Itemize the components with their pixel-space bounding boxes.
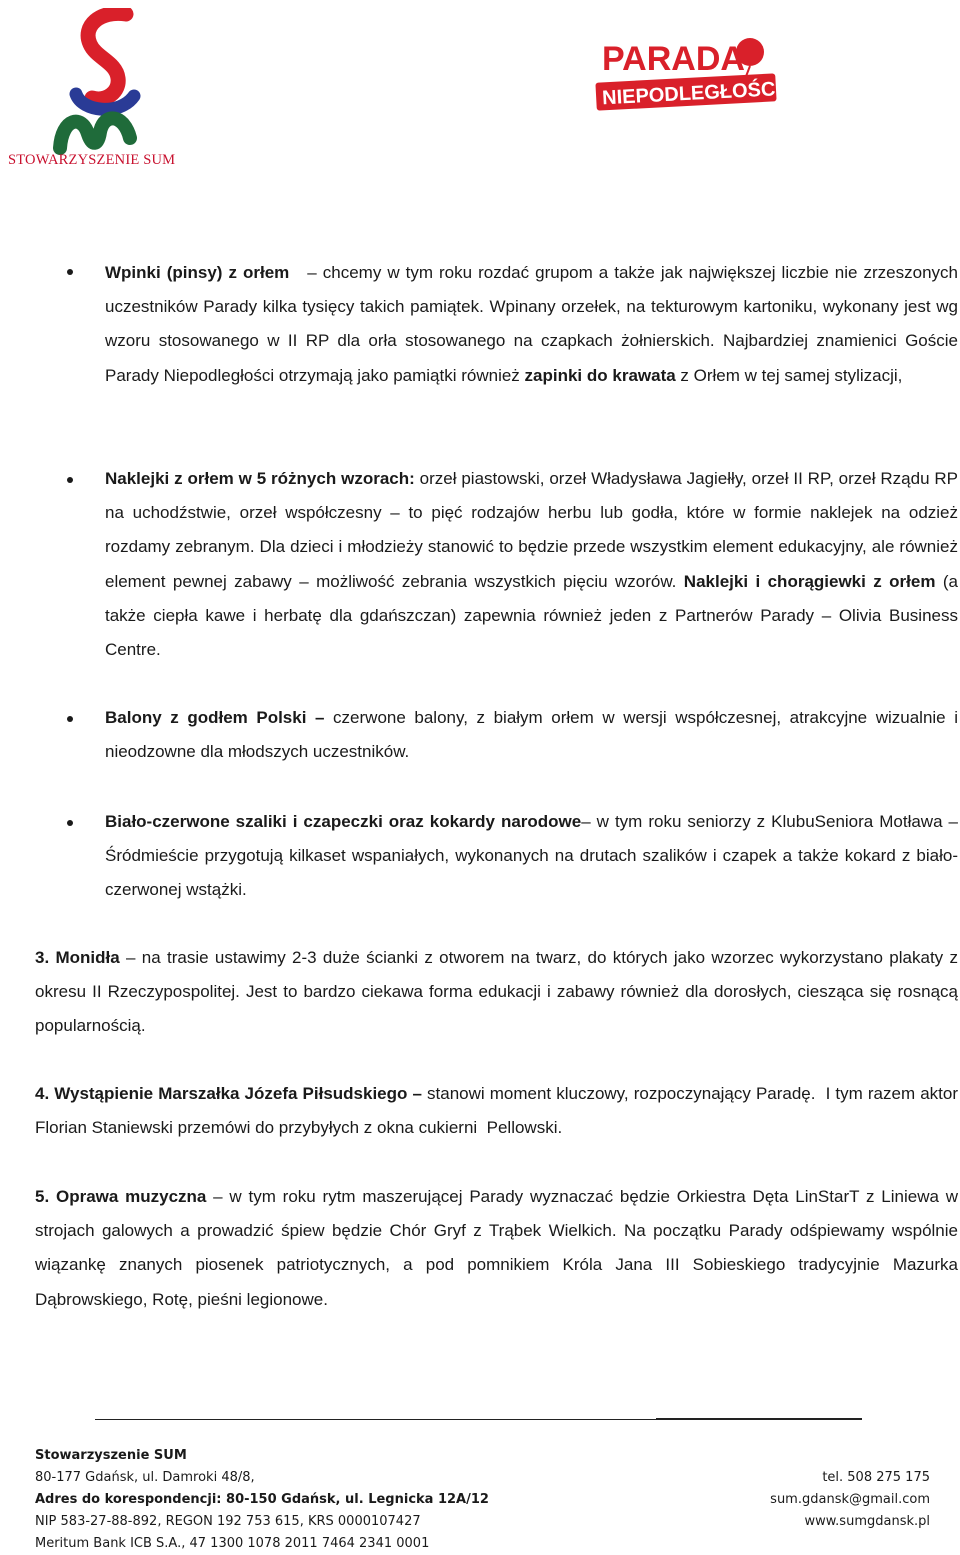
bold-run: zapinki do krawata <box>524 365 676 385</box>
footer-divider-accent <box>656 1418 862 1420</box>
bullet-balony <box>105 701 958 769</box>
footer-correspondence: Adres do korespondencji: 80-150 Gdańsk, ul. Legnicka 12A/12 <box>35 1492 489 1507</box>
text-run: – w tym roku rytm maszerującej Parady wyznaczać będzie Orkiestra Dęta LinStarT z Liniewa w strojach galowych a prowadzić śpiew będzie Chór Gryf z Trąbek Wielkich. Na początku Parady odśpiewamy wspólnie wiązankę znanych piosenek patriotycznych, a pod pomnikiem Króla Jana III Sobieskiego tradycyjnie Mazurka Dąbrowskiego, Rotę, pieśni legionowe. <box>35 1187 958 1309</box>
section-oprawa-muzyczna <box>35 1180 958 1317</box>
text-run: – na trasie ustawimy 2-3 duże ścianki z otworem na twarz, do których jako wzorzec wykorzystano plakaty z okresu II Rzeczypospolitej. Jest to bardzo ciekawa forma edukacji i zabawy również dla dorosłych, ciesząca się rosnącą popularnością. <box>35 948 958 1036</box>
bullet-marker <box>67 820 73 826</box>
bold-run: 5. Oprawa muzyczna <box>35 1187 207 1206</box>
text-run: – chcemy w tym roku rozdać grupom a także jak największej liczbie nie zrzeszonych uczestników Parady kilka tysięcy takich pamiątek. Wpinany orzełek, na tekturowym kartoniku, wykonany jest wg wzoru stosowanego w II RP dla orła stosowanego na czapkach żołnierskich. Najbardziej znamienici Goście Parady Niepodległości otrzymają jako pamiątki również <box>105 263 958 385</box>
parada-logo-subtitle: NIEPODLEGŁOŚCI <box>601 78 782 110</box>
bold-run: Wpinki (pinsy) z orłem <box>105 263 290 282</box>
parada-logo-title: PARADA <box>602 40 745 78</box>
footer-bank: Meritum Bank ICB S.A., 47 1300 1078 2011 7464 2341 0001 <box>35 1536 430 1551</box>
bold-run: 3. Monidła <box>35 948 120 967</box>
bold-run: 4. Wystąpienie Marszałka Józefa Piłsudskiego – <box>35 1084 422 1103</box>
footer-website: www.sumgdansk.pl <box>804 1514 930 1529</box>
text-run: stanowi moment kluczowy, rozpoczynający Paradę. I tym razem aktor Florian Staniewski przemówi do przybyłych z okna cukierni Pellowski. <box>35 1084 958 1138</box>
bullet-wpinki <box>105 256 958 393</box>
footer-email: sum.gdansk@gmail.com <box>770 1492 930 1507</box>
bullet-szaliki <box>105 805 958 908</box>
section-wystapienie <box>35 1077 958 1145</box>
bullet-naklejki <box>105 462 958 667</box>
footer-address: 80-177 Gdańsk, ul. Damroki 48/8, <box>35 1470 255 1485</box>
text-run: czerwone balony, z białym orłem w wersji współczesnej, atrakcyjne wizualnie i nieodzowne dla młodszych uczestników. <box>105 708 958 762</box>
text-run: orzeł piastowski, orzeł Władysława Jagiełły, orzeł II RP, orzeł Rządu RP na uchodźstwie, orzeł współczesny – to pięć rodzajów herbu lub godła, które w formie naklejek na odzież rozdamy zebranym. Dla dzieci i młodzieży stanowić to będzie przede wszystkim element edukacyjny, ale również element pewnej zabawy – możliwość zebrania wszystkich pięciu wzorów. <box>105 469 959 591</box>
footer-phone: tel. 508 275 175 <box>822 1470 930 1485</box>
text-run: – w tym roku seniorzy z KlubuSeniora Motława – Śródmieście przygotują kilkaset wspaniałych, wykonanych na drutach szalików i czapek a także kokard z biało-czerwonej wstążki. <box>105 812 958 900</box>
section-monidla <box>35 941 958 1044</box>
footer-registry: NIP 583-27-88-892, REGON 192 753 615, KRS 0000107427 <box>35 1514 421 1529</box>
bullet-marker <box>67 269 73 275</box>
bold-run: Naklejki z orłem w 5 różnych wzorach: <box>105 469 415 488</box>
bold-run: Biało-czerwone szaliki i czapeczki oraz kokardy narodowe <box>105 812 582 831</box>
bullet-marker <box>67 477 73 483</box>
text-run: (a także ciepła kawe i herbatę dla gdańszczan) zapewnia również jeden z Partnerów Parady – Olivia Business Centre. <box>105 571 958 660</box>
footer-org-name: Stowarzyszenie SUM <box>35 1448 187 1463</box>
parada-niepodleglosci-logo <box>592 30 787 125</box>
stowarzyszenie-sum-logo <box>8 8 183 173</box>
bold-run: Naklejki i chorągiewki z orłem <box>683 571 936 591</box>
bold-run: Balony z godłem Polski – <box>105 708 325 727</box>
logo-sum-caption: STOWARZYSZENIE SUM <box>8 152 176 168</box>
bullet-marker <box>67 716 73 722</box>
text-run: z Orłem w tej samej stylizacji, <box>675 365 903 385</box>
